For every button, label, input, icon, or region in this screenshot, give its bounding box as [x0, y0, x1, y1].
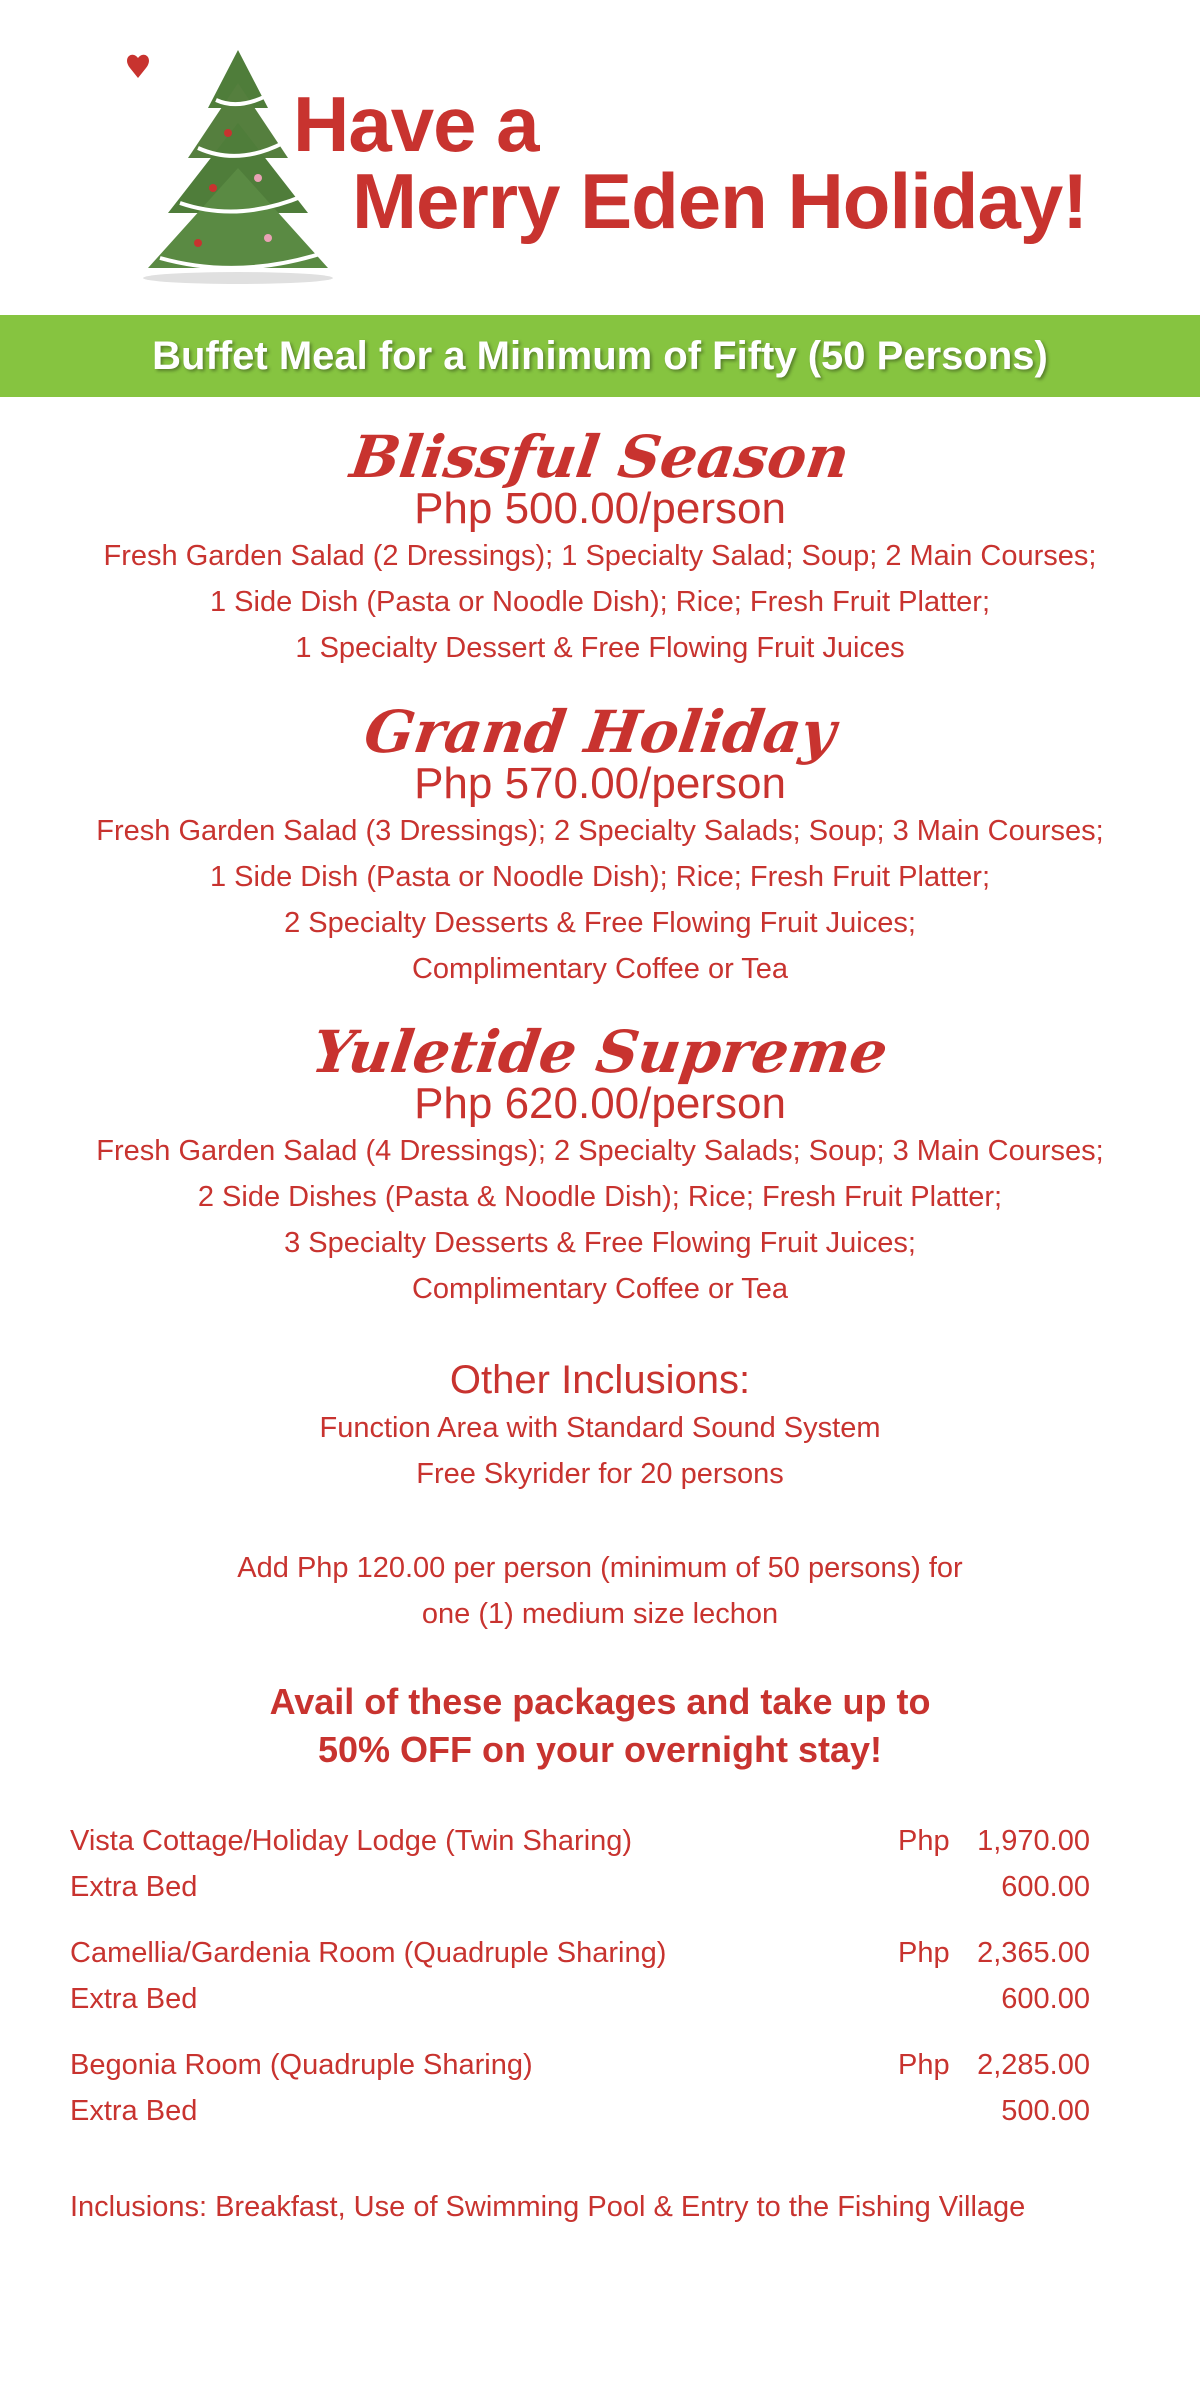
stay-inclusions — [70, 2184, 1025, 2230]
room-currency: Php — [898, 1937, 950, 1969]
other-inclusions-title: Other Inclusions: — [449, 1358, 751, 1402]
extra-bed-row — [70, 1976, 1090, 2022]
package-yuletide-supreme — [0, 1020, 1200, 1312]
inclusions-label: Inclusions: — [70, 2191, 208, 2223]
package-line: 2 Specialty Desserts & Free Flowing Fruit Juices; — [284, 907, 916, 939]
package-price: Php 620.00/person — [414, 1079, 786, 1128]
buffet-banner — [0, 315, 1200, 397]
package-name: Yuletide Supreme — [308, 1018, 892, 1086]
package-line: 1 Specialty Dessert & Free Flowing Fruit Juices — [295, 632, 905, 664]
room-currency: Php — [898, 2049, 950, 2081]
package-line: 2 Side Dishes (Pasta & Noodle Dish); Rice; Fresh Fruit Platter; — [197, 1181, 1003, 1213]
package-price: Php 500.00/person — [414, 484, 786, 533]
room-price: 1,970.00 — [977, 1825, 1090, 1857]
lechon-addon — [0, 1545, 1200, 1637]
package-name: Blissful Season — [346, 423, 854, 491]
extra-bed-row — [70, 2088, 1090, 2134]
package-grand-holiday — [0, 700, 1200, 992]
room-name: Begonia Room (Quadruple Sharing) — [70, 2049, 533, 2081]
other-inclusions-line: Free Skyrider for 20 persons — [416, 1458, 784, 1490]
package-line: Fresh Garden Salad (2 Dressings); 1 Specialty Salad; Soup; 2 Main Courses; — [103, 540, 1097, 572]
extra-bed-label: Extra Bed — [70, 2095, 198, 2127]
room-name: Camellia/Gardenia Room (Quadruple Sharing) — [70, 1937, 667, 1969]
extra-bed-label: Extra Bed — [70, 1983, 198, 2015]
extra-bed-label: Extra Bed — [70, 1871, 198, 1903]
room-currency: Php — [898, 1825, 950, 1857]
package-name: Grand Holiday — [360, 698, 840, 766]
extra-bed-price: 600.00 — [1001, 1983, 1090, 2015]
title-line-2: Merry Eden Holiday! — [352, 157, 1088, 245]
room-row — [70, 2042, 1090, 2088]
addon-line: one (1) medium size lechon — [421, 1598, 779, 1630]
package-line: Complimentary Coffee or Tea — [411, 1273, 789, 1305]
addon-line: Add Php 120.00 per person (minimum of 50 persons) for — [237, 1552, 963, 1584]
avail-promo — [0, 1678, 1200, 1774]
room-price: 2,285.00 — [977, 2049, 1090, 2081]
extra-bed-price: 500.00 — [1001, 2095, 1090, 2127]
room-name: Vista Cottage/Holiday Lodge (Twin Sharing) — [70, 1825, 633, 1857]
header — [0, 0, 1200, 310]
banner-text: Buffet Meal for a Minimum of Fifty (50 Persons) — [152, 333, 1048, 378]
room-row — [70, 1818, 1090, 1864]
package-blissful-season — [0, 425, 1200, 671]
package-line: Fresh Garden Salad (3 Dressings); 2 Specialty Salads; Soup; 3 Main Courses; — [96, 815, 1104, 847]
package-line: 1 Side Dish (Pasta or Noodle Dish); Rice; Fresh Fruit Platter; — [209, 586, 991, 618]
avail-line: 50% OFF on your overnight stay! — [317, 1729, 883, 1770]
extra-bed-price: 600.00 — [1001, 1871, 1090, 1903]
package-line: Fresh Garden Salad (4 Dressings); 2 Specialty Salads; Soup; 3 Main Courses; — [96, 1135, 1104, 1167]
package-line: 1 Side Dish (Pasta or Noodle Dish); Rice; Fresh Fruit Platter; — [209, 861, 991, 893]
extra-bed-row — [70, 1864, 1090, 1910]
title-line-1: Have a — [293, 80, 539, 168]
other-inclusions — [0, 1355, 1200, 1497]
room-price: 2,365.00 — [977, 1937, 1090, 1969]
package-price: Php 570.00/person — [414, 759, 786, 808]
inclusions-text: Breakfast, Use of Swimming Pool & Entry to the Fishing Village — [207, 2191, 1026, 2223]
room-row — [70, 1930, 1090, 1976]
other-inclusions-line: Function Area with Standard Sound System — [319, 1412, 881, 1444]
avail-line: Avail of these packages and take up to — [269, 1681, 931, 1722]
package-line: Complimentary Coffee or Tea — [411, 953, 789, 985]
package-line: 3 Specialty Desserts & Free Flowing Fruit Juices; — [284, 1227, 916, 1259]
room-rates — [70, 1818, 1090, 2134]
